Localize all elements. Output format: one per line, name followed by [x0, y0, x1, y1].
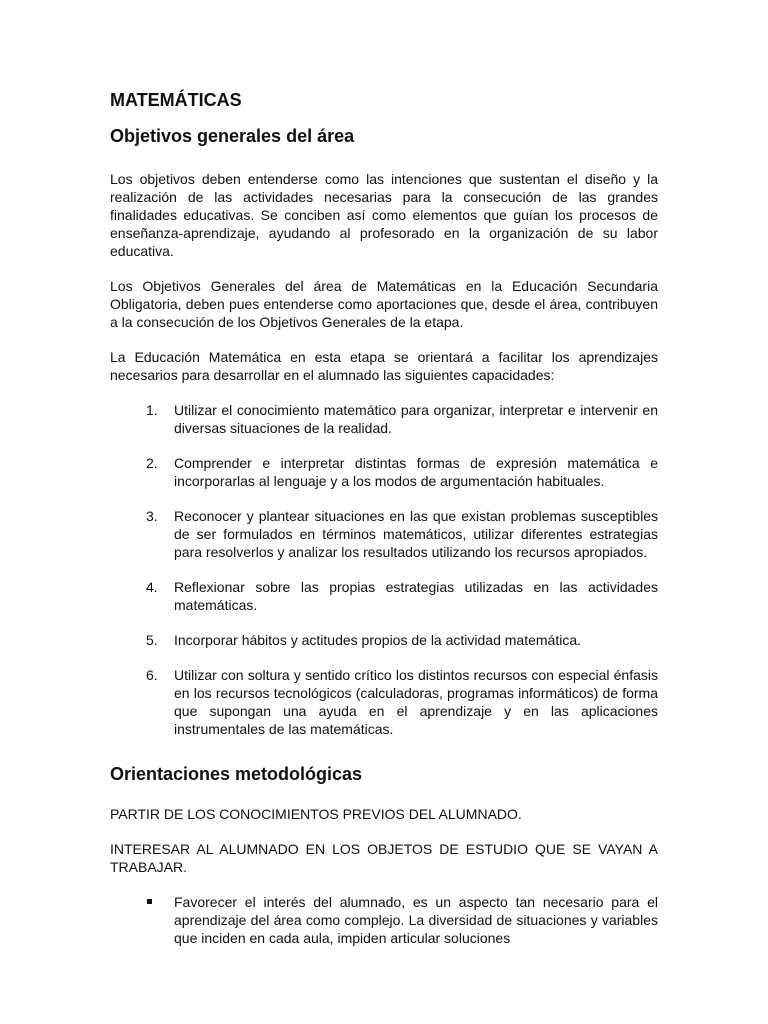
- list-item-number: 1.: [146, 402, 158, 419]
- document-content: [110, 90, 658, 947]
- section-heading-objetivos: Objetivos generales del área: [110, 125, 355, 146]
- list-item: [110, 454, 658, 490]
- list-item-number: 3.: [146, 508, 158, 525]
- caps-paragraph: PARTIR DE LOS CONOCIMIENTOS PREVIOS DEL ALUMNADO.: [110, 805, 522, 822]
- list-item-text: Utilizar el conocimiento matemático para organizar, interpretar e intervenir en diversas situaciones de la realidad.: [174, 402, 658, 437]
- list-item: [110, 578, 658, 614]
- paragraph: Los Objetivos Generales del área de Matemáticas en la Educación Secundaria Obligatoria, deben pues entenderse como aportaciones que, desde el área, contribuyen a la consecución de los Objetivos Generales de la etapa.: [110, 278, 658, 331]
- list-item-text: Utilizar con soltura y sentido crítico los distintos recursos con especial énfasis en los recursos tecnológicos (calculadoras, programas informáticos) de forma que supongan una ayuda en el aprendizaje y en las aplicaciones instrumentales de las matemáticas.: [174, 667, 658, 738]
- document-title: MATEMÁTICAS: [110, 90, 242, 110]
- list-item-text: Incorporar hábitos y actitudes propios de la actividad matemática.: [174, 632, 581, 649]
- caps-paragraph: INTERESAR AL ALUMNADO EN LOS OBJETOS DE ESTUDIO QUE SE VAYAN A TRABAJAR.: [110, 840, 658, 875]
- list-item-number: 5.: [146, 632, 158, 649]
- list-item: [110, 631, 658, 649]
- square-bullet-icon: [110, 893, 174, 947]
- objectives-list: [110, 401, 658, 738]
- paragraph: Los objetivos deben entenderse como las intenciones que sustentan el diseño y la realización de las actividades necesarias para la consecución de las grandes finalidades educativas. Se conciben así como elementos que guían los procesos de enseñanza-aprendizaje, ayudando al profesorado en la organización de su labor educativa.: [110, 171, 658, 260]
- paragraph: La Educación Matemática en esta etapa se orientará a facilitar los aprendizajes necesarios para desarrollar en el alumnado las siguientes capacidades:: [110, 349, 658, 384]
- list-item: [110, 507, 658, 561]
- list-item-number: 4.: [146, 579, 158, 596]
- list-item-text: Reflexionar sobre las propias estrategias utilizadas en las actividades matemáticas.: [174, 579, 658, 614]
- list-item: [110, 666, 658, 738]
- list-item-text: Reconocer y plantear situaciones en las que existan problemas susceptibles de ser formulados en términos matemáticos, utilizar diferentes estrategias para resolverlos y analizar los resultados utilizando los recursos apropiados.: [174, 508, 658, 561]
- list-item-text: Favorecer el interés del alumnado, es un aspecto tan necesario para el aprendizaje del área como complejo. La diversidad de situaciones y variables que inciden en cada aula, impiden articular soluciones: [174, 893, 658, 946]
- bullet-list: [110, 893, 658, 947]
- list-item: [110, 893, 658, 947]
- list-item-number: 6.: [146, 667, 158, 684]
- list-item-text: Comprender e interpretar distintas formas de expresión matemática e incorporarlas al lenguaje y a los modos de argumentación habituales.: [174, 455, 658, 490]
- list-item-number: 2.: [146, 455, 158, 472]
- list-item: [110, 401, 658, 437]
- section-heading-orientaciones: Orientaciones metodológicas: [110, 764, 363, 785]
